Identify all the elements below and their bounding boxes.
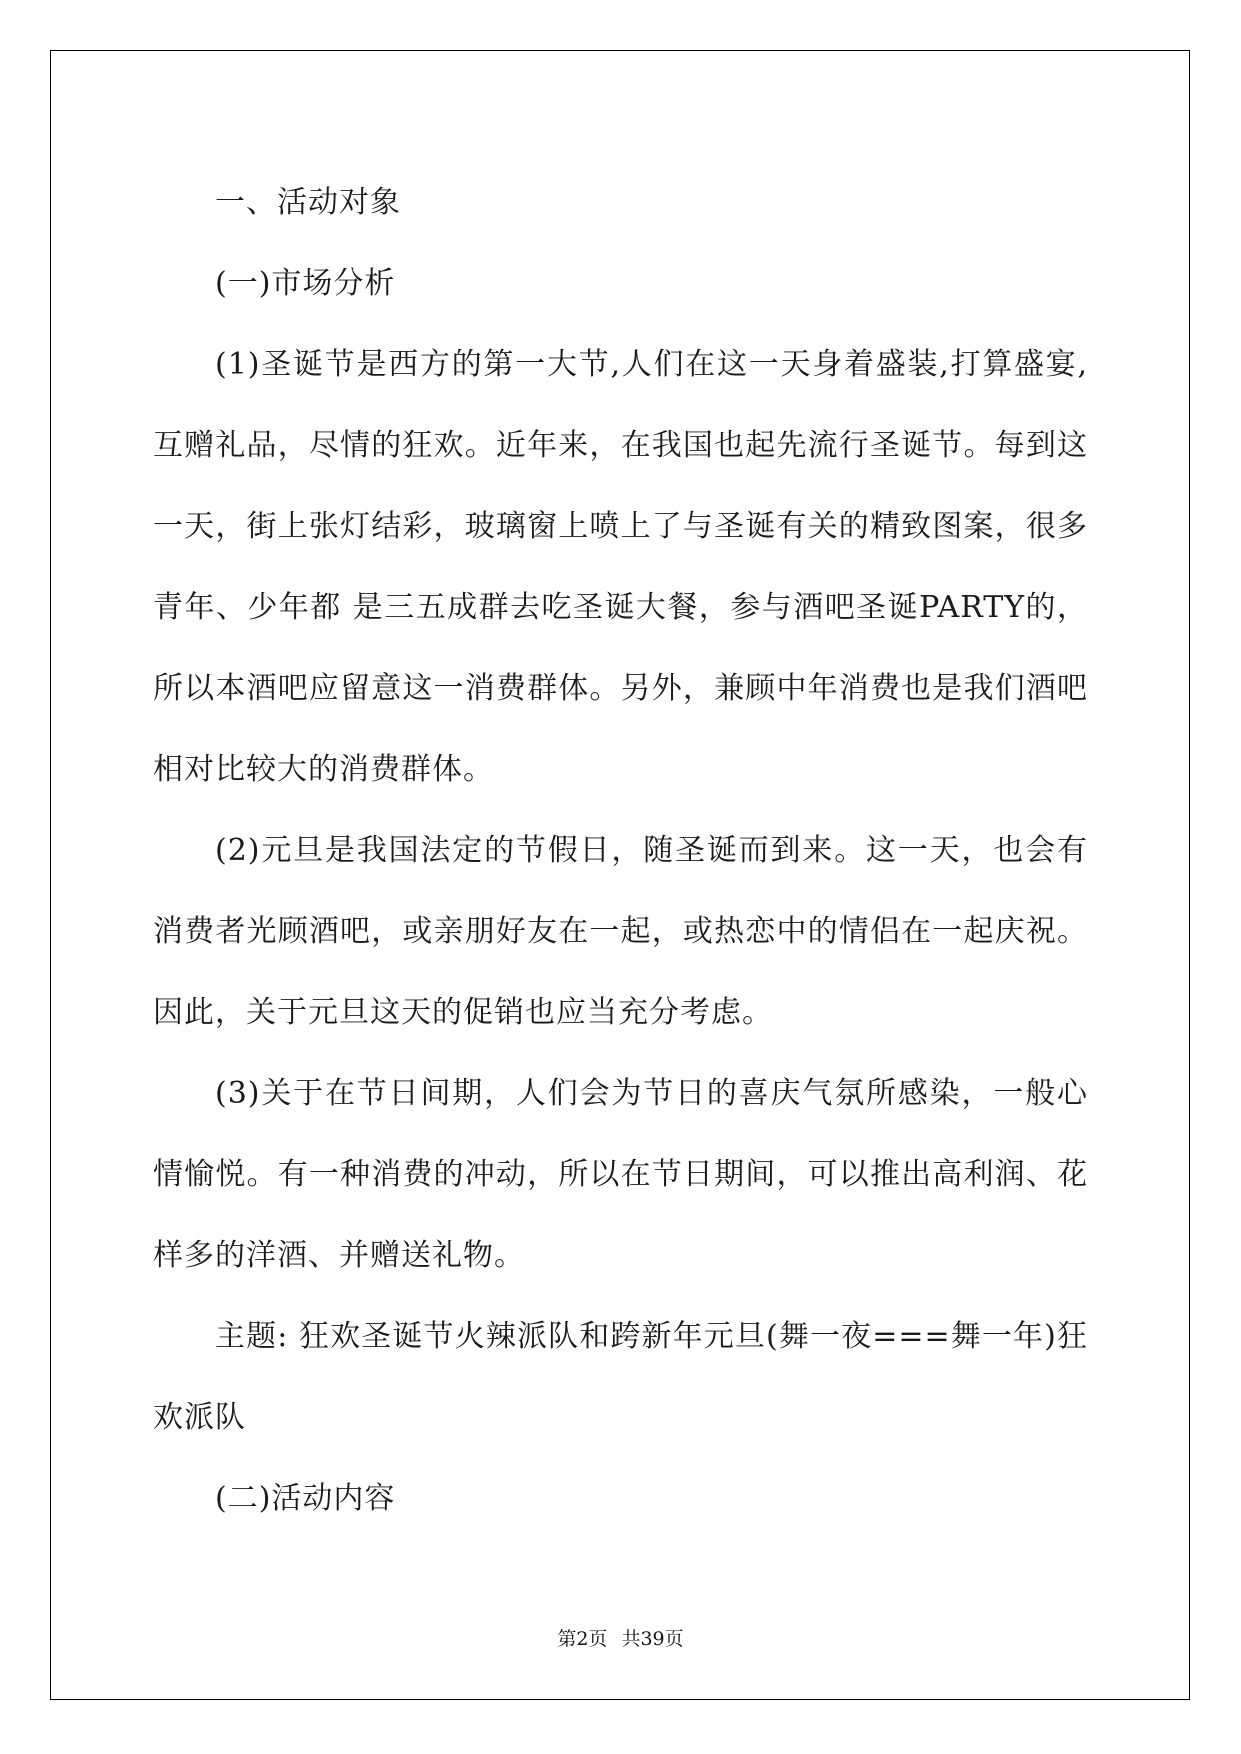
paragraph-theme: 主题: 狂欢圣诞节火辣派队和跨新年元旦(舞一夜===舞一年)狂欢派队 xyxy=(153,1319,1088,1435)
paragraph-christmas: (1)圣诞节是西方的第一大节,人们在这一天身着盛装,打算盛宴,互赠礼品，尽情的狂欢。近年来，在我国也起先流行圣诞节。每到这一天，街上张灯结彩，玻璃窗上喷上了与圣诞有关的精致图案，很多青年、少年都 是三五成群去吃圣诞大餐，参与酒吧圣诞PARTY的，所以本酒吧应留意这一消费群体。另外，兼顾中年消费也是我们酒吧相对比较大的消费群体。 xyxy=(153,347,1088,787)
subsection-heading-activity-content: (二)活动内容 xyxy=(215,1481,396,1516)
paragraph-holiday-mood: (3)关于在节日间期，人们会为节日的喜庆气氛所感染，一般心情愉悦。有一种消费的冲动，所以在节日期间，可以推出高利润、花样多的洋酒、并赠送礼物。 xyxy=(153,1076,1088,1273)
page-total: 共39页 xyxy=(621,1628,684,1650)
page-number: 第2页 xyxy=(557,1628,608,1650)
document-body xyxy=(153,162,1088,1539)
subsection-heading-market-analysis: (一)市场分析 xyxy=(215,266,396,301)
section-heading-activity-target: 一、活动对象 xyxy=(215,185,401,220)
paragraph-new-year: (2)元旦是我国法定的节假日，随圣诞而到来。这一天，也会有消费者光顾酒吧，或亲朋好友在一起，或热恋中的情侣在一起庆祝。因此，关于元旦这天的促销也应当充分考虑。 xyxy=(153,833,1088,1030)
page-footer xyxy=(0,1624,1241,1651)
